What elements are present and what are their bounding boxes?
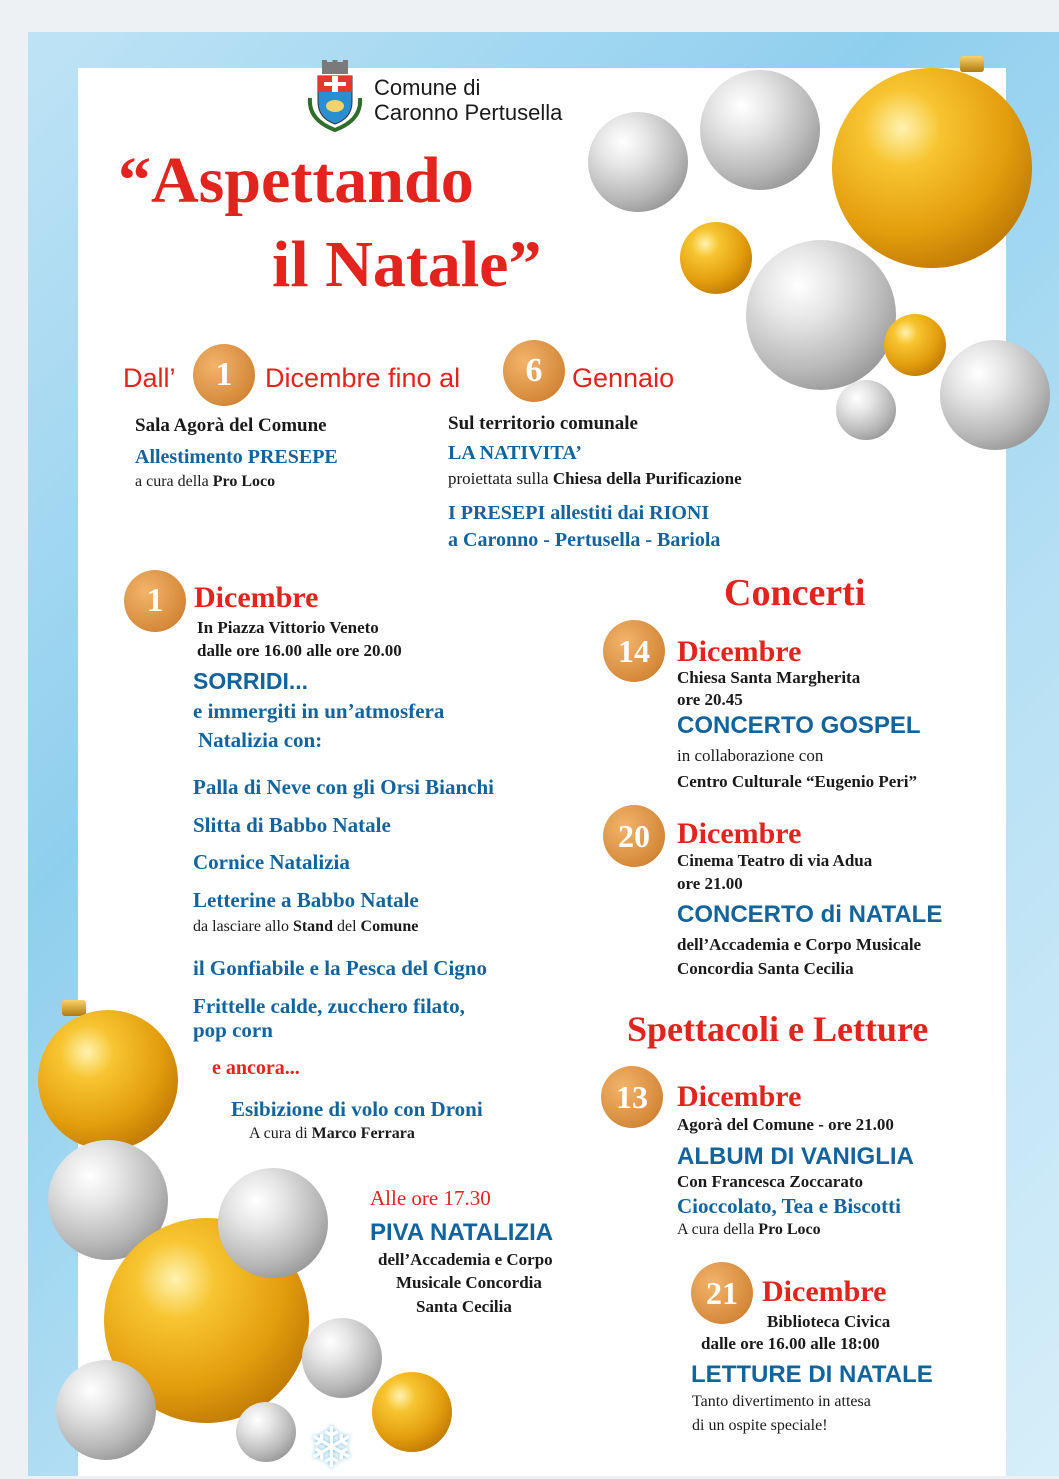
- concerti-heading: Concerti: [724, 572, 866, 614]
- presepe-note: [135, 472, 275, 492]
- piva-title: PIVA NATALIZIA: [370, 1219, 554, 1246]
- dec1-month: Dicembre: [194, 581, 319, 614]
- c1-time: ore 20.45: [677, 690, 743, 709]
- c1-title: CONCERTO GOSPEL: [677, 712, 921, 739]
- silver-ornament-icon: [940, 340, 1050, 450]
- comune-line1: Comune di: [374, 75, 481, 100]
- c2-place: Cinema Teatro di via Adua: [677, 851, 873, 870]
- silver-ornament-icon: [302, 1318, 382, 1398]
- note-text: da lasciare allo: [193, 918, 293, 935]
- note-text: proiettata sulla: [448, 469, 553, 488]
- note-text: del: [332, 918, 361, 935]
- c2-title: CONCERTO di NATALE: [677, 901, 943, 928]
- note-bold: Stand: [292, 918, 333, 935]
- gold-ornament-icon: [680, 222, 752, 294]
- list-item: Letterine a Babbo Natale: [193, 888, 419, 912]
- note-bold: Comune: [360, 918, 419, 935]
- gold-ornament-icon: [832, 68, 1032, 268]
- dec1-place: In Piazza Vittorio Veneto: [197, 618, 379, 637]
- c2-note2: Concordia Santa Cecilia: [677, 959, 854, 978]
- date-badge: 1: [193, 344, 255, 406]
- comune-line2: Caronno Pertusella: [374, 100, 563, 125]
- spettacoli-heading: Spettacoli e Letture: [627, 1009, 929, 1049]
- period-end-month: Gennaio: [572, 363, 675, 393]
- date-badge: 13: [601, 1066, 663, 1128]
- note-text: A cura della: [677, 1221, 759, 1238]
- date-badge: 6: [503, 340, 565, 402]
- s2-note2: di un ospite speciale!: [692, 1417, 828, 1434]
- nativita-place: Sul territorio comunale: [448, 413, 638, 434]
- ancora-text: e ancora...: [212, 1057, 300, 1079]
- s1-place: Agorà del Comune - ore 21.00: [677, 1115, 894, 1134]
- s1-sub: Cioccolato, Tea e Biscotti: [677, 1194, 901, 1218]
- silver-ornament-icon: [236, 1402, 296, 1462]
- page-title-line2: il Natale”: [272, 228, 542, 301]
- note-text: a cura della: [135, 473, 213, 490]
- c2-time: ore 21.00: [677, 874, 743, 893]
- period-middle: Dicembre fino al: [265, 363, 461, 393]
- silver-ornament-icon: [588, 112, 688, 212]
- presepi-locations: a Caronno - Pertusella - Bariola: [448, 529, 721, 551]
- silver-ornament-icon: [56, 1360, 156, 1460]
- note-bold: Marco Ferrara: [311, 1125, 415, 1142]
- presepi-rioni: I PRESEPI allestiti dai RIONI: [448, 502, 710, 524]
- c2-month: Dicembre: [677, 817, 802, 850]
- list-item: Cornice Natalizia: [193, 850, 350, 874]
- sorridi-sub2: Natalizia con:: [198, 728, 323, 752]
- sorridi-headline: SORRIDI...: [193, 668, 309, 694]
- silver-ornament-icon: [836, 380, 896, 440]
- list-item: pop corn: [193, 1018, 273, 1042]
- page-title-line1: “Aspettando: [118, 144, 474, 217]
- s1-with: Con Francesca Zoccarato: [677, 1172, 864, 1191]
- presepe-title: Allestimento PRESEPE: [135, 446, 338, 468]
- gold-ornament-icon: [372, 1372, 452, 1452]
- s2-time: dalle ore 16.00 alle 18:00: [701, 1334, 880, 1353]
- piva-line2: Musicale Concordia: [396, 1273, 542, 1292]
- note-text: A cura di: [249, 1125, 312, 1142]
- date-badge: 1: [124, 570, 186, 632]
- s1-title: ALBUM DI VANIGLIA: [677, 1143, 914, 1170]
- droni-note: [249, 1124, 415, 1144]
- snowflake-icon: ❄: [308, 1416, 355, 1479]
- note-bold: Pro Loco: [758, 1221, 821, 1238]
- ornament-cap: [960, 56, 984, 72]
- nativita-title: LA NATIVITA’: [448, 442, 582, 464]
- s2-place: Biblioteca Civica: [767, 1312, 891, 1331]
- note-bold: Pro Loco: [212, 473, 276, 490]
- coat-of-arms-logo: [304, 58, 366, 132]
- dec1-hours: dalle ore 16.00 alle ore 20.00: [197, 641, 402, 660]
- c1-note2: Centro Culturale “Eugenio Peri”: [677, 772, 918, 791]
- c1-place: Chiesa Santa Margherita: [677, 668, 861, 687]
- piva-line3: Santa Cecilia: [416, 1297, 512, 1316]
- s2-note1: Tanto divertimento in attesa: [692, 1393, 871, 1410]
- gold-ornament-icon: [38, 1010, 178, 1150]
- s1-month: Dicembre: [677, 1080, 802, 1113]
- presepe-place: Sala Agorà del Comune: [135, 415, 327, 436]
- sorridi-sub1: e immergiti in un’atmosfera: [193, 699, 445, 723]
- silver-ornament-icon: [746, 240, 896, 390]
- list-item: Slitta di Babbo Natale: [193, 813, 391, 837]
- gold-ornament-icon: [884, 314, 946, 376]
- silver-ornament-icon: [700, 70, 820, 190]
- piva-time: Alle ore 17.30: [370, 1186, 491, 1210]
- note-bold: Chiesa della Purificazione: [552, 469, 742, 488]
- s1-note: [677, 1220, 821, 1240]
- date-badge: 14: [603, 620, 665, 682]
- nativita-note: [448, 468, 742, 490]
- date-badge: 21: [691, 1262, 753, 1324]
- period-prefix: Dall’: [123, 363, 176, 393]
- date-badge: 20: [603, 805, 665, 867]
- list-item: Frittelle calde, zucchero filato,: [193, 994, 465, 1018]
- piva-line1: dell’Accademia e Corpo: [378, 1250, 553, 1269]
- s2-month: Dicembre: [762, 1275, 887, 1308]
- droni-title: Esibizione di volo con Droni: [231, 1097, 483, 1121]
- list-item: Palla di Neve con gli Orsi Bianchi: [193, 775, 495, 799]
- silver-ornament-icon: [218, 1168, 328, 1278]
- s2-title: LETTURE DI NATALE: [691, 1361, 933, 1388]
- letterine-note: [193, 917, 418, 937]
- c1-note1: in collaborazione con: [677, 746, 824, 765]
- list-item: il Gonfiabile e la Pesca del Cigno: [193, 956, 487, 980]
- c1-month: Dicembre: [677, 635, 802, 668]
- c2-note1: dell’Accademia e Corpo Musicale: [677, 935, 922, 954]
